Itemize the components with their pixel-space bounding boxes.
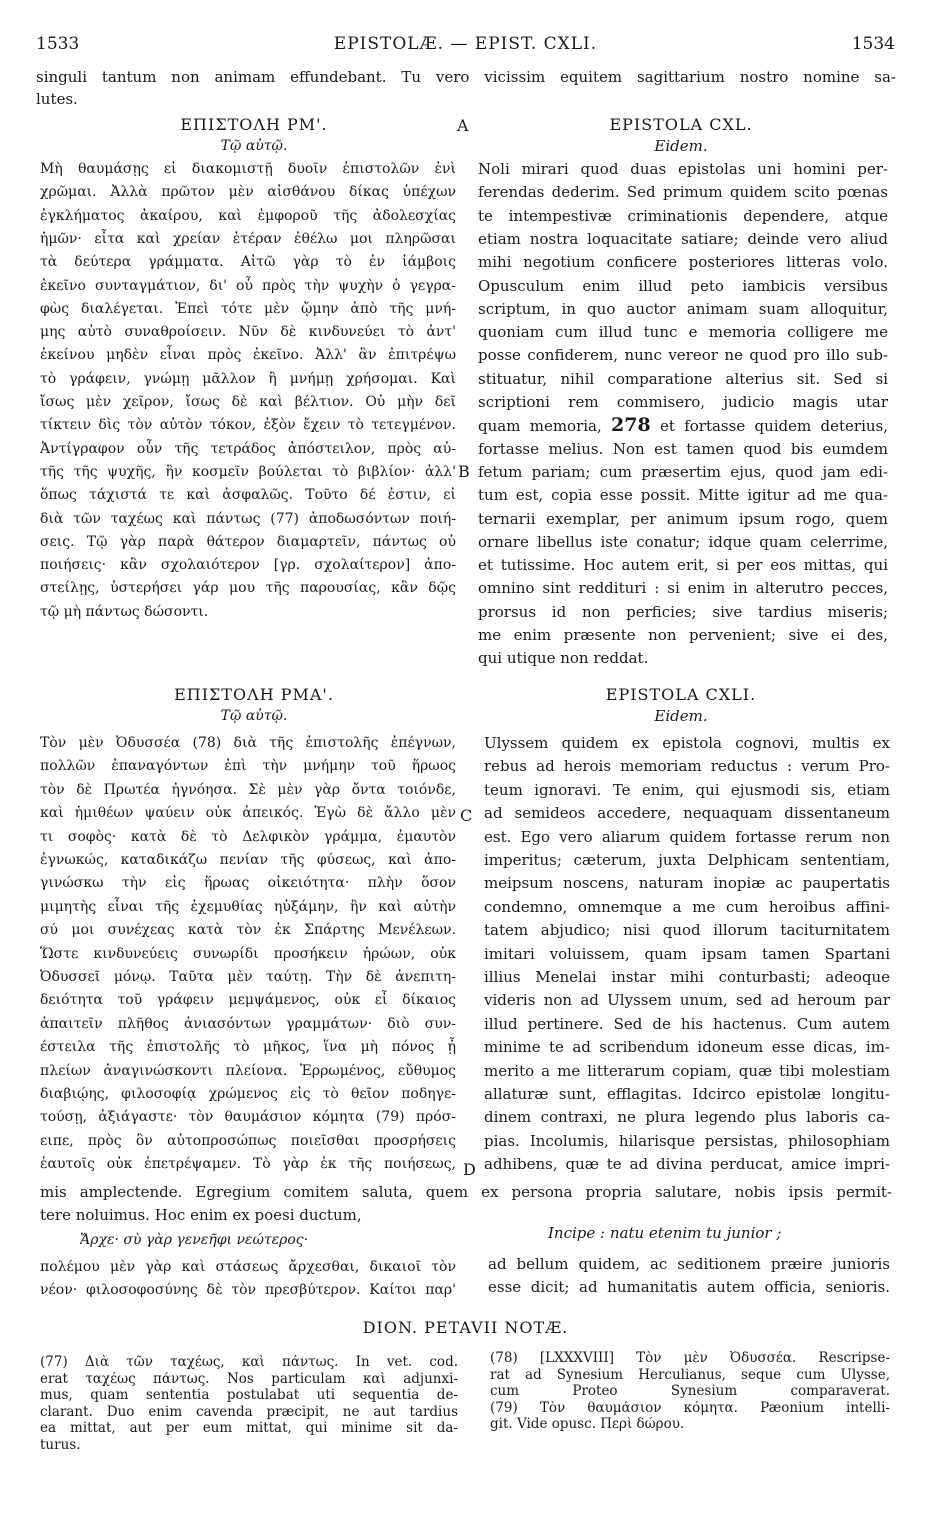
text-line: esse dicit; ad humanitatis autem officia, senioris. [488, 1278, 890, 1296]
page-header [36, 34, 895, 58]
text-line: et tutissime. Hoc autem erit, si per eos mittas, qui [478, 556, 888, 574]
text-line: διὰ τῶν ταχέως καὶ πάντως (77) ἀποδωσόντων ποιή- [40, 511, 456, 527]
text-line: ferendas dederim. Sed primum quidem scito pœnas [478, 183, 888, 201]
text-line: καὶ ἡμιθέων ψαύειν οὐκ ἀπεικός. Ἐγὼ δὲ ἄλλο μὲν [40, 805, 456, 821]
text-line: erat ταχέως πάντως. Nos particulam καὶ adjunxi- [40, 1372, 458, 1387]
text-line: έστειλα τῆς ἐπιστολῆς τὸ μῆκος, ἵνα μὴ πόνος ᾖ [40, 1039, 456, 1055]
text-line: posse confiderem, nunc vereor ne quod pro illo sub- [478, 346, 888, 364]
page-number-left: 1533 [36, 34, 80, 54]
ep141-greek-addressee: Τῷ αὐτῷ. [220, 708, 288, 724]
text-line: τίκτειν δὶς τὸν αὐτὸν τόκον, ἐξὸν ἔχειν τὸ τετεγμένον. [40, 417, 456, 433]
text-segment: et fortasse quidem deterius, [650, 417, 888, 435]
text-line: merito a me litterarum copiam, quæ tibi molestiam [484, 1062, 890, 1080]
text-line: Ὀδυσσεῖ μόνῳ. Ταῦτα μὲν ταύτῃ. Τὴν δὲ ἀνεπιτη- [40, 969, 456, 985]
text-line: χρῶμαι. Ἀλλὰ πρῶτον μὲν αἰσθάνου δίκας ὑπέχων [40, 184, 456, 200]
page-number-right: 1534 [851, 34, 895, 54]
text-line: πολέμου μὲν γὰρ καὶ στάσεως ἄρχεσθαι, δικαιοῖ τὸν [40, 1259, 456, 1275]
text-line: (79) Τὸν θαυμάσιον κόμητα. Pæonium intelli- [490, 1401, 890, 1416]
text-line: ἐγνωκώς, καταδικάζω πενίαν τῆς φύσεως, καὶ ἀπο- [40, 852, 456, 868]
text-line: turus. [40, 1438, 81, 1453]
margin-letter-a: A [457, 116, 469, 135]
ep141-latin-title: EPISTOLA CXLI. [605, 685, 757, 704]
margin-letter-b: B [458, 462, 470, 481]
text-line: quoniam cum illud tunc e memoria colligere me [478, 323, 888, 341]
text-line: (78) [LXXXVIII] Τὸν μὲν Ὀδυσσέα. Rescripse- [490, 1351, 890, 1366]
text-line: σύ μοι συνέχεας κατὰ τὸν ἐκ Σπάρτης Μενέλεων. [40, 922, 456, 938]
text-line: τῷ μὴ πάντως δώσοντι. [40, 604, 209, 620]
text-line: ἐγκλήματος ἀκαίρου, καὶ ἐμφοροῦ τῆς ἀδολεσχίας [40, 208, 456, 224]
text-line: ἐκεῖνο συνταγμάτιον, δι' οὗ πρὸς τὴν ψυχὴν ὁ γεγρα- [40, 278, 456, 294]
margin-letter-c: C [460, 806, 473, 825]
text-line: mus, quam sententia postulabat uti sequentia de- [40, 1388, 458, 1403]
text-line: Opusculum enim illud peto iambicis versibus [478, 277, 888, 295]
text-line: omnino sint reddituri : si enim in alterutro pecces, [478, 579, 888, 597]
text-line: meipsum noscens, naturam inopiæ ac paupertatis [484, 874, 890, 892]
text-line: ἴσως μὲν χεῖρον, ἴσως δὲ καὶ βέλτιον. Οὐ μὴν δεῖ [40, 394, 456, 410]
text-line: fortasse melius. Non est tamen quod bis eumdem [478, 440, 888, 458]
text-line: mis amplectende. Egregium comitem saluta, quem ex persona propria salutare, nobis ipsis permit- [40, 1183, 892, 1201]
ep140-greek-title: ΕΠΙΣΤΟΛΗ ΡΜ'. [180, 115, 328, 134]
text-line: τι σοφὸς· κατὰ δὲ τὸ Δελφικὸν γράμμα, ἐμαυτὸν [40, 829, 456, 845]
text-line: γινώσκω τὴν εἰς ἥρωας οἰκειότητα· πλὴν ὅσον [40, 875, 456, 891]
text-line: singuli tantum non animam effundebant. Tu vero vicissim equitem sagittarium nostro nomine sa- [36, 68, 896, 86]
text-line: imitari voluissem, quam ipsam tamen Spartani [484, 945, 890, 963]
text-line: στείλῃς, ὑστερήσει γάρ μου τῆς παρουσίας, κἂν δῷς [40, 580, 456, 596]
text-line: stituatur, nihil comparatione alterius sit. Sed si [478, 370, 888, 388]
text-line: scriptioni rem commisero, judicio magis utar [478, 393, 888, 411]
text-line: τῆς τῆς ψυχῆς, ἣν κοσμεῖν βούλεται τὸ βιβλίον· ἀλλ' [40, 464, 456, 480]
text-line: ad bellum quidem, ac seditionem præire junioris [488, 1255, 890, 1273]
text-line: ειπε, πρὸς ὃν αὐτοπροσώπως ποιεῖσθαι προσρήσεις [40, 1133, 456, 1149]
text-line: adhibens, quæ te ad divina perducat, amice impri- [484, 1155, 890, 1173]
verse-latin: Incipe : natu etenim tu junior ; [548, 1224, 782, 1242]
text-line: condemno, omnemque a me cum heroibus affini- [484, 898, 890, 916]
text-line: me enim præsente non pervenient; sive ei des, [478, 626, 888, 644]
ep140-latin-title: EPISTOLA CXL. [609, 115, 753, 134]
ep141-latin-addressee: Eidem. [654, 707, 708, 725]
text-line: git. Vide opusc. Περὶ δώρου. [490, 1417, 685, 1432]
text-line: ternarii exemplar, per animum ipsum rogo, quem [478, 510, 888, 528]
ep141-greek-title: ΕΠΙΣΤΟΛΗ ΡΜΑ'. [174, 685, 334, 704]
text-line: τὰ δεύτερα γράμματα. Αἰτῶ γὰρ τὸ ἐν ἰάμβοις [40, 254, 456, 270]
text-line: τὸν δὲ Πρωτέα ἠγνόησα. Σὲ μὲν γὰρ ὄντα τοιόνδε, [40, 782, 456, 798]
text-line: illius Menelai instar mihi conturbasti; adeoque [484, 968, 890, 986]
text-line: πλείων ἀναγινώσκοντι πλείονα. Ἐρρωμένος, εὔθυμος [40, 1063, 456, 1079]
text-line: Ἀντίγραφον οὖν τῆς τετράδος ἀπόστειλον, πρὸς αὐ- [40, 441, 456, 457]
notes-title: DION. PETAVII NOTÆ. [362, 1318, 569, 1337]
text-line: πολλῶν ἐπαναγόντων ἐπὶ τὴν μνήμην τοῦ ἥρωος [40, 758, 456, 774]
text-line: ἑαυτοῖς οὐκ ἐπετρέψαμεν. Τὸ γὰρ ἐκ τῆς ποιήσεως, [40, 1156, 456, 1172]
text-line: διαβιῴης, φιλοσοφίᾳ χρώμενος εἰς τὸ θεῖον ποδηγε- [40, 1086, 456, 1102]
text-line: tum est, copia esse possit. Mitte igitur ad me qua- [478, 486, 888, 504]
text-line: μης αὐτὸ συναθροίσειν. Νῦν δὲ κινδυνεύει τὸ ἀντ' [40, 324, 456, 340]
ep140-latin-addressee: Eidem. [654, 137, 708, 155]
text-line: clarant. Duo enim cavenda præcipit, ne aut tardius [40, 1405, 458, 1420]
text-line: τὸ γράφειν, γνώμῃ μᾶλλον ἢ μνήμῃ χρήσομαι. Καὶ [40, 371, 456, 387]
text-line: Μὴ θαυμάσῃς εἰ διακομιστῇ δυοῖν ἐπιστολῶν ἐνὶ [40, 161, 456, 177]
text-line: rebus ad herois memoriam reductus : verum Pro- [484, 757, 890, 775]
text-line: ἐκείνου μηδὲν εἶναι πρὸς ἐκεῖνο. Ἀλλ' ἂν ἐπιτρέψω [40, 347, 456, 363]
text-line: pias. Incolumis, hilarisque persistas, philosophiam [484, 1132, 890, 1150]
text-line: scriptum, in quo auctor animam suam alloquitur, [478, 300, 888, 318]
verse-greek: Ἄρχε· σὺ γὰρ γενεῆφι νεώτερος· [80, 1232, 309, 1248]
text-line: mihi negotium conficere posteriores litteras volo. [478, 253, 888, 271]
text-line: tere noluimus. Hoc enim ex poesi ductum, [40, 1206, 362, 1224]
text-line: fetum pariam; cum præsertim ejus, quod jam edi- [478, 463, 888, 481]
ep140-greek-addressee: Τῷ αὐτῷ. [220, 138, 288, 154]
text-line: ὅπως τάχιστά τε καὶ ἀσφαλῶς. Τοῦτο δέ ἐστιν, εἰ [40, 487, 456, 503]
text-line: Τὸν μὲν Ὀδυσσέα (78) διὰ τῆς ἐπιστολῆς ἐπέγνων, [40, 735, 456, 751]
text-line: allaturæ sunt, efflagitas. Idcirco epistolæ longitu- [484, 1085, 890, 1103]
text-line: videris non ad Ulyssem unum, sed ad heroum par [484, 991, 890, 1009]
text-line: minime te ad scribendum idoneum esse dicas, im- [484, 1038, 890, 1056]
text-line: illud pertinere. Sed de his hactenus. Cum autem [484, 1015, 890, 1033]
text-line: μιμητὴς εἶναι τῆς ἐχεμυθίας ηὐξάμην, ἣν καὶ αὐτὴν [40, 899, 456, 915]
text-line: σεις. Τῷ γὰρ παρὰ θάτερον διαμαρτεῖν, πάντως οὐ [40, 534, 456, 550]
running-head: EPISTOLÆ. — EPIST. CXLI. [333, 34, 598, 54]
text-line: ἀπαιτεῖν πλῆθος ἀνιασόντων γραμμάτων· διὸ συν- [40, 1016, 456, 1032]
margin-letter-d: D [463, 1160, 476, 1179]
text-line: tatem abjudico; nisi quod illorum taciturnitatem [484, 921, 890, 939]
text-line: dinem contraxi, ne plura legendo plus laboris ca- [484, 1108, 890, 1126]
text-line: est. Ego vero aliarum quidem fortasse rerum non [484, 828, 890, 846]
text-segment: quam memoria, [478, 417, 612, 435]
text-line: ἡμῶν· εἶτα καὶ χρείαν ἑτέραν ἐθέλω μοι πληρῶσαι [40, 231, 456, 247]
text-line: Ulyssem quidem ex epistola cognovi, multis ex [484, 734, 890, 752]
text-line: φὼς διαλέγεται. Ἐπεὶ τότε μὲν ᾤμην ἀπὸ τῆς μνή- [40, 301, 456, 317]
text-line: te intempestivæ criminationis dependere, atque [478, 207, 888, 225]
text-line: lutes. [36, 90, 78, 108]
text-line: prorsus id non perficies; sive tardius miseris; [478, 603, 888, 621]
text-line: etiam nostra loquacitate satiare; deinde vero aliud [478, 230, 888, 248]
text-line: ποιήσεις· κἂν σχολαιότερον [γρ. σχολαίτερον] ἀπο- [40, 557, 456, 573]
text-line: νέον· φιλοσοφοσύνης δὲ τὸν πρεσβύτερον. Καίτοι παρ' [40, 1282, 456, 1298]
column-number-278: 278 [611, 414, 651, 436]
text-line: rat ad Synesium Herculianus, seque cum Ulysse, [490, 1368, 890, 1383]
text-line: Ὥστε κινδυνεύεις συνωρίδι προσήκειν ἡρώων, οὐκ [40, 946, 456, 962]
text-line: ornare libellus iste conatur; idque quam celerrime, [478, 533, 888, 551]
text-line: ea mittat, aut per eum mittat, qui minime sit da- [40, 1421, 458, 1436]
text-line: ad semideos accedere, nequaquam dissentaneum [484, 804, 890, 822]
text-line: qui utique non reddat. [478, 649, 649, 667]
text-line [478, 414, 888, 437]
text-line: teum ignoravi. Te enim, qui ejusmodi sis, etiam [484, 781, 890, 799]
text-line: imperitus; cæterum, juxta Delphicam sententiam, [484, 851, 890, 869]
text-line: δειότητα τοῦ γράφειν μεμψάμενος, οὐκ εἶ δίκαιος [40, 992, 456, 1008]
text-line: cum Proteo Synesium comparaverat. [490, 1384, 890, 1399]
text-line: (77) Διὰ τῶν ταχέως, καὶ πάντως. In vet. cod. [40, 1355, 458, 1370]
text-line: Noli mirari quod duas epistolas uni homini per- [478, 160, 888, 178]
text-line: τούσῃ, ἀξιάγαστε· τὸν θαυμάσιον κόμητα (79) πρόσ- [40, 1109, 456, 1125]
